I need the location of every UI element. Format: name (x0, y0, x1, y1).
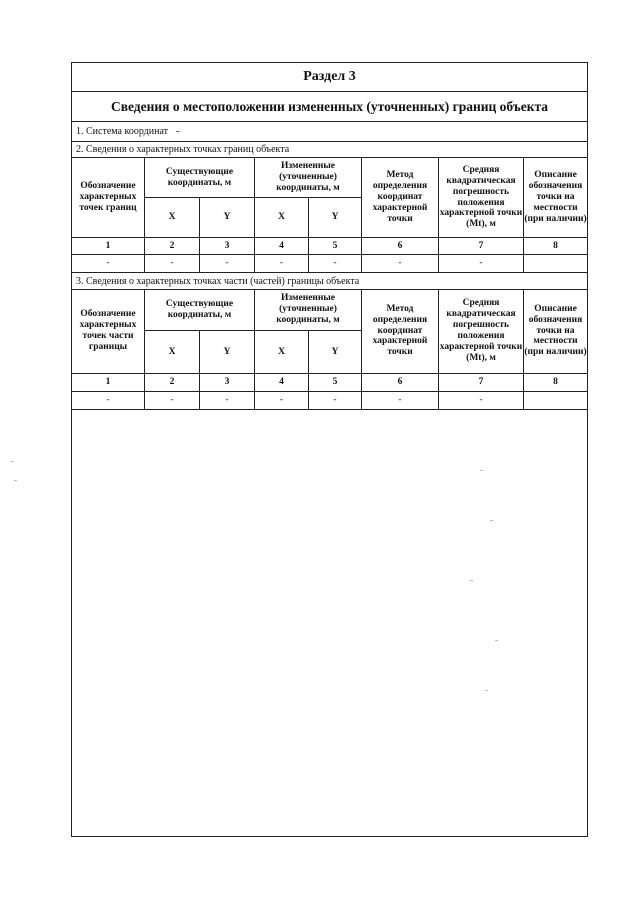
table-row-cell: - (145, 392, 200, 410)
header-existing: Существующие координаты, м (145, 158, 255, 198)
header-accuracy: Средняя квадратическая погрешность положения характерной точки (Mt), м (439, 289, 524, 374)
table-row-cell: - (309, 255, 362, 273)
table-row-cell: - (72, 255, 145, 273)
table-number-cell: 7 (439, 374, 524, 392)
table2 (72, 289, 587, 410)
table-row-cell: - (200, 255, 255, 273)
table-number-cell: 5 (309, 238, 362, 255)
table-number-cell: 3 (200, 238, 255, 255)
table-number-cell: 7 (439, 238, 524, 255)
header-changed: Измененные (уточненные) координаты, м (255, 158, 362, 198)
table2-caption: 3. Сведения о характерных точках части (частей) границы объекта (72, 273, 587, 290)
header-method: Метод определения координат характерной точки (362, 158, 439, 238)
table-number-cell: 2 (145, 238, 200, 255)
table-number-cell: 5 (309, 374, 362, 392)
table-row-cell: - (255, 255, 309, 273)
table-row-cell (524, 392, 587, 410)
header-method: Метод определения координат характерной точки (362, 289, 439, 374)
table-row-cell: - (439, 392, 524, 410)
section-subtitle: Сведения о местоположении измененных (уточненных) границ объекта (72, 92, 587, 122)
header-description: Описание обозначения точки на местности (при наличии) (524, 289, 587, 374)
table-row-cell: - (255, 392, 309, 410)
table-number-cell: 6 (362, 238, 439, 255)
coord-system-value: - (176, 126, 180, 137)
header-designation: Обозначение характерных точек части границы (72, 289, 145, 374)
table-number-cell: 1 (72, 238, 145, 255)
header-designation: Обозначение характерных точек границ (72, 158, 145, 238)
header-existing-x: X (145, 198, 200, 238)
table-number-cell: 1 (72, 374, 145, 392)
header-accuracy: Средняя квадратическая погрешность положения характерной точки (Mt), м (439, 158, 524, 238)
table-row-cell: - (72, 392, 145, 410)
table-number-cell: 8 (524, 374, 587, 392)
table1-caption: 2. Сведения о характерных точках границ объекта (72, 142, 587, 158)
table-row-cell (524, 255, 587, 273)
document-frame (71, 62, 588, 837)
table-number-cell: 8 (524, 238, 587, 255)
table-row-cell: - (200, 392, 255, 410)
header-existing-y: Y (200, 331, 255, 374)
header-existing: Существующие координаты, м (145, 289, 255, 331)
header-existing-y: Y (200, 198, 255, 238)
table-row-cell: - (362, 392, 439, 410)
table-row-cell: - (439, 255, 524, 273)
header-description: Описание обозначения точки на местности (при наличии) (524, 158, 587, 238)
table-number-cell: 4 (255, 374, 309, 392)
header-changed-y: Y (309, 331, 362, 374)
table-number-cell: 6 (362, 374, 439, 392)
header-changed-x: X (255, 198, 309, 238)
header-changed-x: X (255, 331, 309, 374)
header-existing-x: X (145, 331, 200, 374)
coord-system-line (72, 122, 587, 142)
table-number-cell: 2 (145, 374, 200, 392)
table-row-cell: - (145, 255, 200, 273)
section-title: Раздел 3 (72, 63, 587, 92)
header-changed: Измененные (уточненные) координаты, м (255, 289, 362, 331)
table-number-cell: 3 (200, 374, 255, 392)
table-number-cell: 4 (255, 238, 309, 255)
coord-system-label: 1. Система координат (76, 126, 169, 137)
table1 (72, 158, 587, 273)
table-row-cell: - (362, 255, 439, 273)
table-row-cell: - (309, 392, 362, 410)
header-changed-y: Y (309, 198, 362, 238)
